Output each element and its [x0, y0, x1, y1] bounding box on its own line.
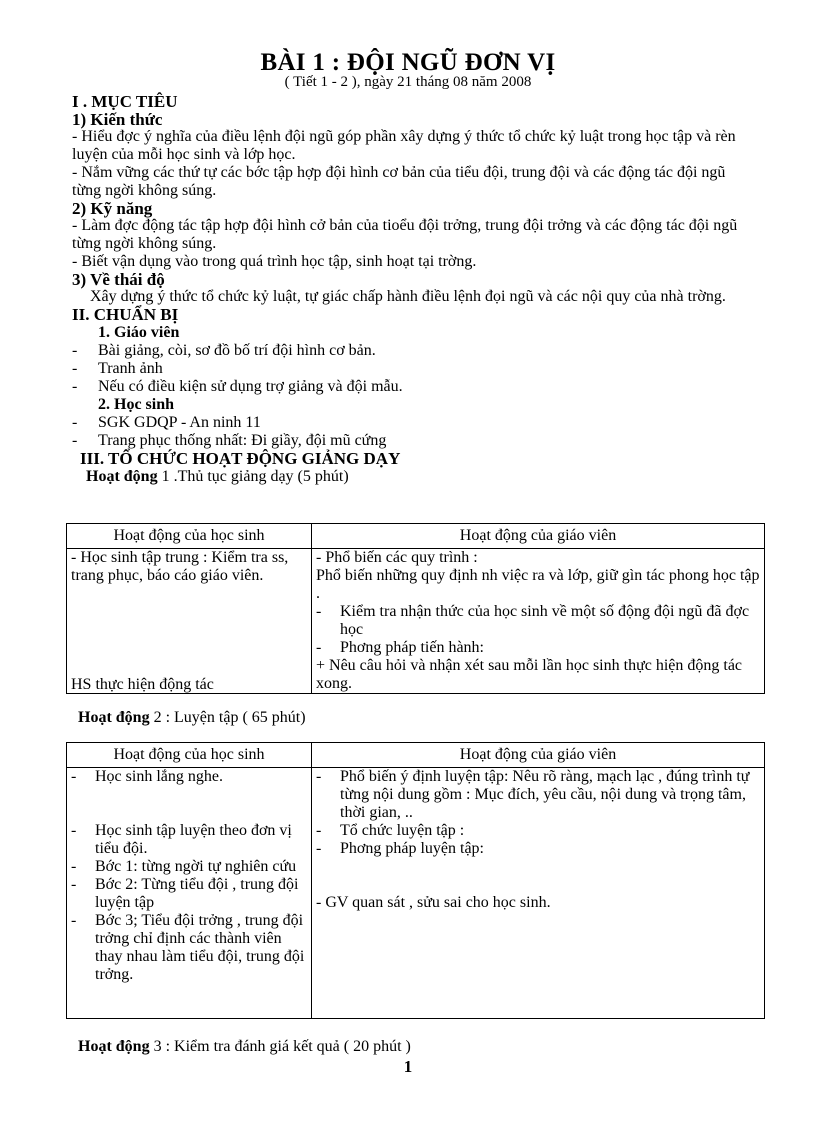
activity-2-line: Hoạt động 2 : Luyện tập ( 65 phút) — [78, 709, 306, 726]
skills-heading: 2) Kỹ năng — [72, 199, 153, 218]
attitude-heading: 3) Về thái độ — [72, 270, 165, 289]
table2-student-item: - Bớc 3; Tiểu đội trởng , trung đội trởng chỉ định các thành viên thay nhau làm tiểu đội, trung đội trởng. — [71, 912, 305, 983]
knowledge-heading: 1) Kiến thức — [72, 110, 163, 129]
teacher-prep-heading: 1. Giáo viên — [98, 324, 180, 341]
section-objectives-heading: I . MỤC TIÊU — [72, 92, 178, 111]
table1-teacher-bullet: - Kiểm tra nhận thức của học sinh về một số động đội ngũ đã đợc học — [316, 603, 750, 638]
student-prep-item: - SGK GDQP - An ninh 11 — [72, 414, 261, 431]
table1-header-teacher: Hoạt động của giáo viên — [312, 524, 765, 549]
table2-teacher-line: - GV quan sát , sửu sai cho học sinh. — [316, 894, 551, 911]
activity-1-line: Hoạt động 1 .Thủ tục giảng dạy (5 phút) — [86, 468, 349, 485]
table2-student-item: - Học sinh tập luyện theo đơn vị tiểu đội. — [71, 822, 292, 857]
table2-student-item: - Bớc 1: từng ngời tự nghiên cứu — [71, 858, 297, 875]
page-number: 1 — [403, 1057, 413, 1076]
table1-teacher-line: Phổ biến những quy định nh việc ra và lớp, giữ gìn tác phong học tập . — [316, 567, 760, 602]
table1-teacher-line: - Phổ biến các quy trình : — [316, 549, 478, 566]
activity-1-table — [66, 523, 765, 694]
teacher-prep-item: - Nếu có điều kiện sử dụng trợ giảng và đội mẫu. — [72, 378, 403, 395]
table2-student-item: - Bớc 2: Từng tiểu đội , trung đội luyện tập — [71, 876, 299, 911]
section-preparation-heading: II. CHUẨN BỊ — [72, 305, 179, 324]
activity-3-line: Hoạt động 3 : Kiểm tra đánh giá kết quả ( 20 phút ) — [78, 1038, 411, 1055]
table1-header-student: Hoạt động của học sinh — [67, 524, 312, 549]
table1-student-action: HS thực hiện động tác — [71, 676, 214, 693]
knowledge-line-1: - Hiểu đợc ý nghĩa của điều lệnh đội ngũ góp phần xây dựng ý thức tổ chức kỷ luật trong học tập và rèn luyện của mỗi học sinh và lớp học. — [72, 128, 736, 163]
skills-line-1: - Làm đợc động tác tập hợp đội hình cở bản của tioểu đội trởng, trung đội trởng và các động tác đội ngũ từng ngời không súng. — [72, 217, 738, 252]
table2-teacher-item: - Phơng pháp luyện tập: — [316, 840, 484, 857]
table2-teacher-item: - Tổ chức luyện tập : — [316, 822, 465, 839]
table1-teacher-bullet: - Phơng pháp tiến hành: — [316, 639, 484, 656]
teacher-prep-item: - Bài giảng, còi, sơ đồ bố trí đội hình cơ bản. — [72, 342, 376, 359]
table2-student-item: - Học sinh lắng nghe. — [71, 768, 223, 785]
skills-line-2: - Biết vận dụng vào trong quá trình học tập, sinh hoạt tại trờng. — [72, 253, 477, 270]
table1-teacher-cell — [312, 549, 765, 694]
table1-student-cell — [67, 549, 312, 694]
lesson-date: ( Tiết 1 - 2 ), ngày 21 tháng 08 năm 2008 — [284, 74, 532, 90]
knowledge-line-2: - Nắm vững các thứ tự các bớc tập hợp đội hình cơ bản của tiểu đội, trung đội và các động tác đội ngũ từng ngời không súng. — [72, 164, 726, 199]
section-activities-heading: III. TỔ CHỨC HOẠT ĐỘNG GIẢNG DẠY — [80, 449, 401, 468]
activity-2-table — [66, 742, 765, 1019]
table2-teacher-cell — [312, 768, 765, 1019]
table1-teacher-line: + Nêu câu hỏi và nhận xét sau mỗi lần học sinh thực hiện động tác xong. — [316, 657, 743, 692]
table2-teacher-item: - Phổ biến ý định luyện tập: Nêu rõ ràng, mạch lạc , đúng trình tự từng nội dung gồm : Mục đích, yêu cầu, nội dung và trọng tâm, thời gian, .. — [316, 768, 750, 821]
lesson-body — [72, 93, 752, 486]
table2-student-cell — [67, 768, 312, 1019]
lesson-title: BÀI 1 : ĐỘI NGŨ ĐƠN VỊ — [260, 49, 556, 76]
teacher-prep-item: - Tranh ảnh — [72, 360, 163, 377]
table2-header-teacher: Hoạt động của giáo viên — [312, 743, 765, 768]
student-prep-heading: 2. Học sinh — [98, 396, 175, 413]
table1-student-text: - Học sinh tập trung : Kiểm tra ss, trang phục, báo cáo giáo viên. — [71, 549, 289, 584]
table2-header-student: Hoạt động của học sinh — [67, 743, 312, 768]
attitude-text: Xây dựng ý thức tổ chức kỷ luật, tự giác chấp hành điều lệnh đọi ngũ và các nội quy của nhà trờng. — [90, 288, 726, 305]
student-prep-item: - Trang phục thống nhất: Đi giầy, đội mũ cứng — [72, 432, 387, 449]
